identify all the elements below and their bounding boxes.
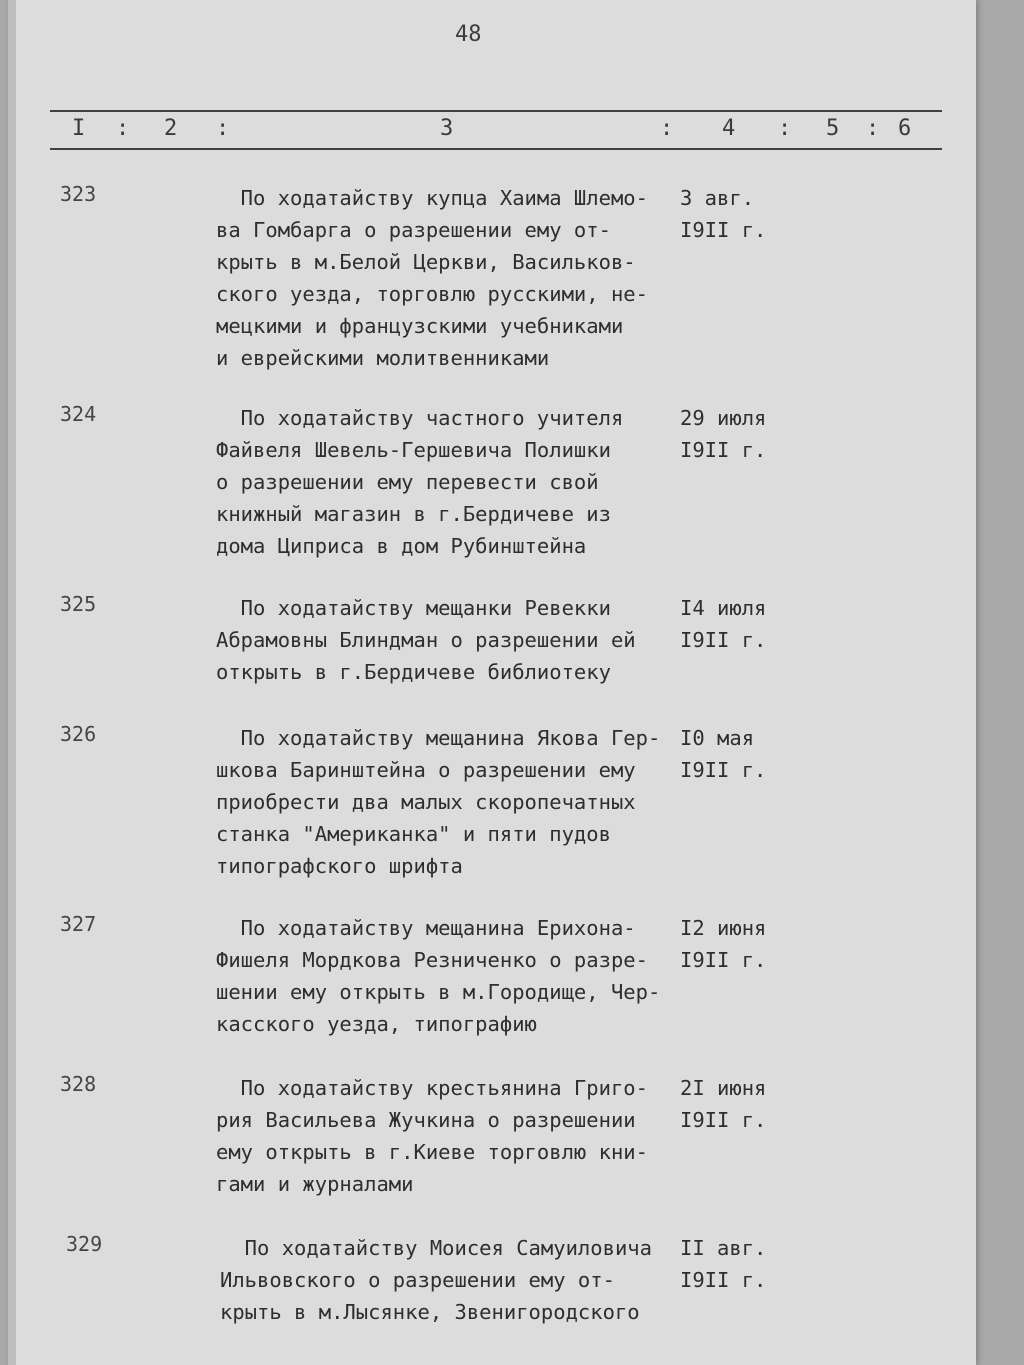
entry-date-year: I9II г. <box>680 218 767 242</box>
entry-date-year: I9II г. <box>680 948 767 972</box>
entry-line: ему открыть в г.Киеве торговлю кни- <box>216 1140 648 1164</box>
column-separator: : <box>778 116 792 141</box>
header-rule-bottom <box>50 148 942 150</box>
entry-line: Ильвовского о разрешении ему от- <box>220 1268 615 1292</box>
entry-line: открыть в г.Бердичеве библиотеку <box>216 660 611 684</box>
entry-date-day: 3 авг. <box>680 186 755 210</box>
entry-line: По ходатайству мещанина Ерихона- <box>216 916 636 940</box>
entry-date <box>680 912 766 976</box>
entry-date-year: I9II г. <box>680 1108 767 1132</box>
column-separator: : <box>866 116 880 141</box>
entry-number: 323 <box>60 182 97 206</box>
entry-line: дома Циприса в дом Рубинштейна <box>216 534 587 558</box>
entry-line: касского уезда, типографию <box>216 1012 537 1036</box>
entry-line: По ходатайству крестьянина Григо- <box>216 1076 648 1100</box>
entry-date-year: I9II г. <box>680 438 767 462</box>
entry-date <box>680 1072 766 1136</box>
entry-line: По ходатайству частного учителя <box>216 406 624 430</box>
entry-line: о разрешении ему перевести свой <box>216 470 599 494</box>
column-separator: : <box>660 116 674 141</box>
entry-date-day: II авг. <box>680 1236 767 1260</box>
entry-line: и еврейскими молитвенниками <box>216 346 550 370</box>
entry-line: типографского шрифта <box>216 854 463 878</box>
entry-date <box>680 182 766 246</box>
entry-line: Файвеля Шевель-Гершевича Полишки <box>216 438 611 462</box>
column-header-4: 4 <box>722 116 736 141</box>
entry-line: По ходатайству Моисея Самуиловича <box>220 1236 652 1260</box>
column-header-5: 5 <box>826 116 840 141</box>
entry-number: 328 <box>60 1072 97 1096</box>
entry-line: крыть в м.Белой Церкви, Васильков- <box>216 250 636 274</box>
entry-date-day: I0 мая <box>680 726 755 750</box>
entry-line: гами и журналами <box>216 1172 414 1196</box>
entry-description <box>216 912 686 1040</box>
entry-description <box>216 402 686 562</box>
entry-line: По ходатайству купца Хаима Шлемо- <box>216 186 648 210</box>
entry-line: рия Васильева Жучкина о разрешении <box>216 1108 636 1132</box>
entry-number: 325 <box>60 592 97 616</box>
column-header-2: 2 <box>164 116 178 141</box>
header-rule-top <box>50 110 942 112</box>
column-header-1: I <box>72 116 86 141</box>
entry-date-day: 2I июня <box>680 1076 767 1100</box>
page-edge <box>8 0 16 1365</box>
entry-date <box>680 592 766 656</box>
entry-date-day: 29 июля <box>680 406 767 430</box>
entry-number: 327 <box>60 912 97 936</box>
document-page <box>8 0 976 1365</box>
entry-date <box>680 722 766 786</box>
entry-line: крыть в м.Лысянке, Звенигородского <box>220 1300 640 1324</box>
entry-line: Абрамовны Блиндман о разрешении ей <box>216 628 636 652</box>
entry-description <box>216 722 686 882</box>
entry-date <box>680 1232 766 1296</box>
entry-date-year: I9II г. <box>680 758 767 782</box>
entry-line: По ходатайству мещанина Якова Гер- <box>216 726 661 750</box>
entry-line: мецкими и французскими учебниками <box>216 314 624 338</box>
entry-number: 324 <box>60 402 97 426</box>
entry-date-day: I2 июня <box>680 916 767 940</box>
entry-line: шении ему открыть в м.Городище, Чер- <box>216 980 661 1004</box>
page-number: 48 <box>455 22 482 47</box>
entry-line: Фишеля Мордкова Резниченко о разре- <box>216 948 648 972</box>
entry-line: По ходатайству мещанки Ревекки <box>216 596 611 620</box>
entry-date-year: I9II г. <box>680 1268 767 1292</box>
entry-description <box>216 182 686 374</box>
column-header-3: 3 <box>440 116 454 141</box>
entry-date <box>680 402 766 466</box>
entry-description <box>216 1072 686 1200</box>
entry-line: ского уезда, торговлю русскими, не- <box>216 282 648 306</box>
entry-line: ва Гомбарга о разрешении ему от- <box>216 218 611 242</box>
entry-line: приобрести два малых скоропечатных <box>216 790 636 814</box>
entry-date-year: I9II г. <box>680 628 767 652</box>
entry-line: книжный магазин в г.Бердичеве из <box>216 502 611 526</box>
entry-description <box>216 592 686 688</box>
column-header-6: 6 <box>898 116 912 141</box>
column-separator: : <box>116 116 130 141</box>
entry-number: 329 <box>66 1232 103 1256</box>
entry-description <box>220 1232 690 1328</box>
entry-number: 326 <box>60 722 97 746</box>
column-separator: : <box>216 116 230 141</box>
entry-line: шкова Баринштейна о разрешении ему <box>216 758 636 782</box>
entry-date-day: I4 июля <box>680 596 767 620</box>
entry-line: станка "Американка" и пяти пудов <box>216 822 611 846</box>
